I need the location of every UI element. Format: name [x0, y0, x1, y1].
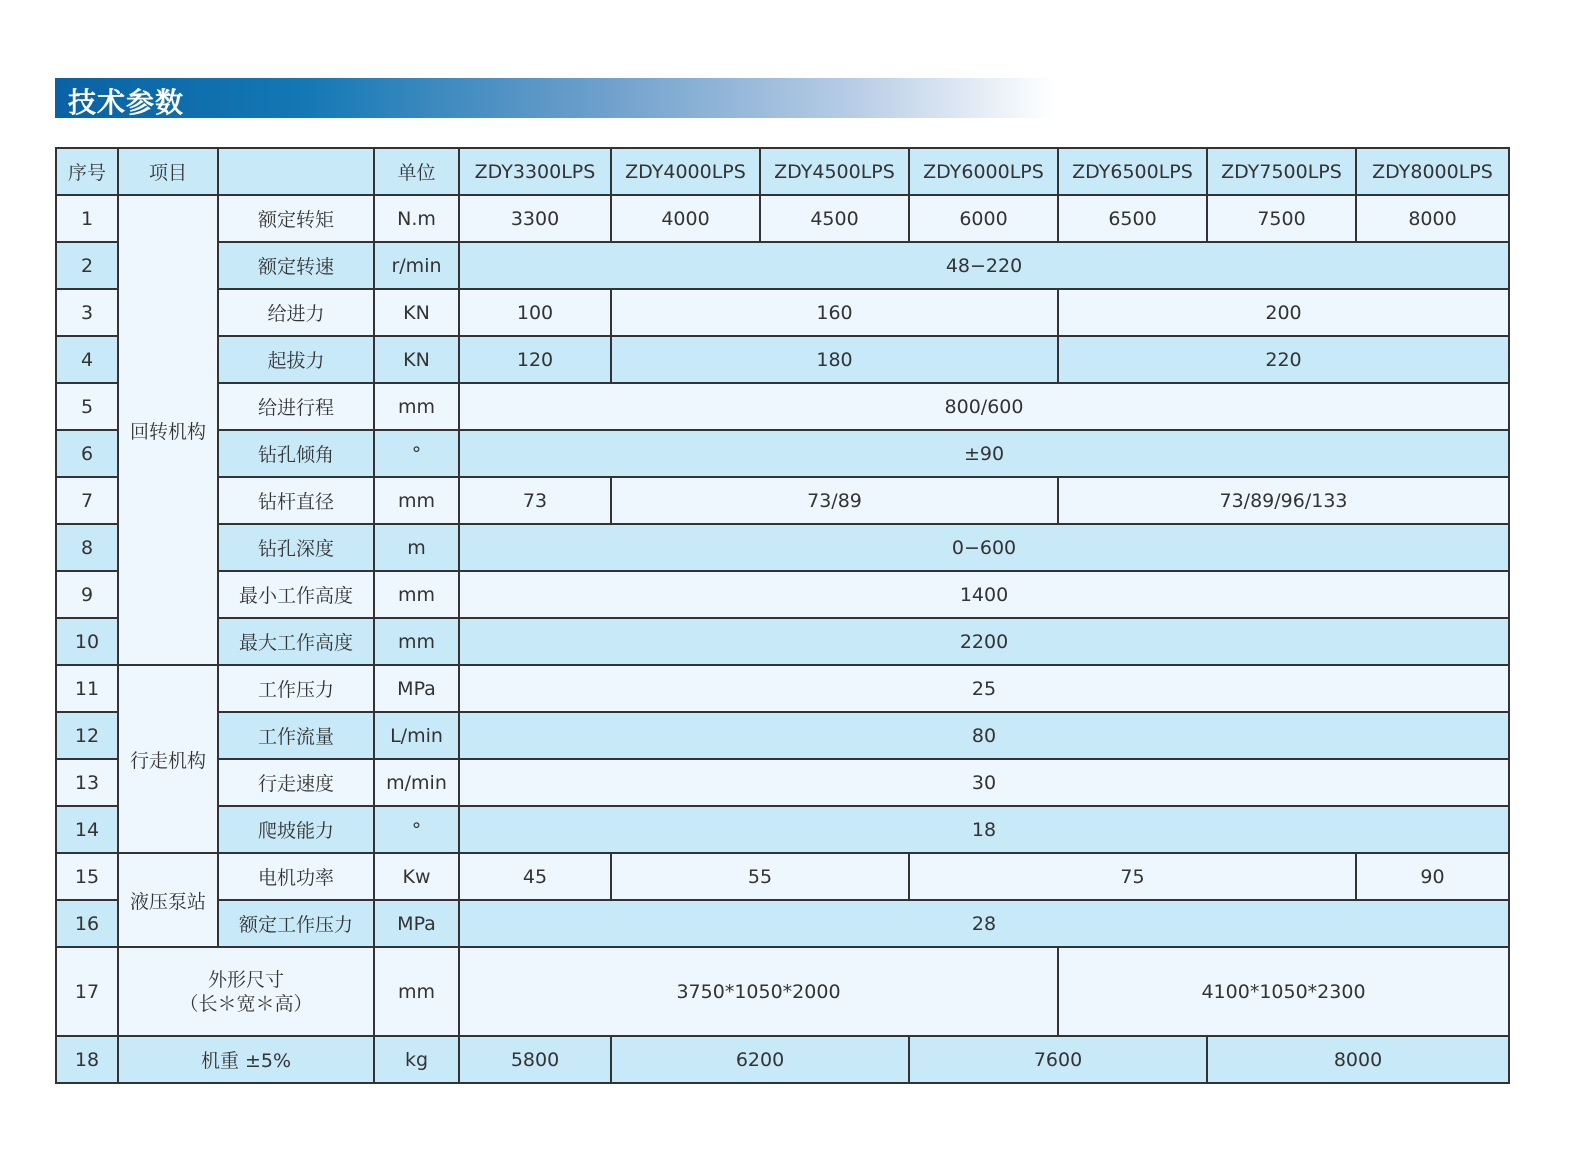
value-cell: 100	[459, 289, 611, 336]
item-cell: 工作压力	[218, 665, 374, 712]
row-number-cell: 11	[56, 665, 118, 712]
unit-cell: L/min	[374, 712, 459, 759]
table-row	[56, 900, 1509, 947]
header-cell: 单位	[374, 148, 459, 195]
group-cell: 液压泵站	[118, 853, 218, 947]
table-row	[56, 1036, 1509, 1083]
item-cell: 额定转矩	[218, 195, 374, 242]
value-cell: 73/89	[611, 477, 1058, 524]
header-cell: 序号	[56, 148, 118, 195]
row-number-cell: 7	[56, 477, 118, 524]
value-cell: 30	[459, 759, 1509, 806]
table-row	[56, 242, 1509, 289]
value-cell: 2200	[459, 618, 1509, 665]
item-cell: 爬坡能力	[218, 806, 374, 853]
value-cell: 75	[909, 853, 1356, 900]
value-cell: 45	[459, 853, 611, 900]
row-number-cell: 13	[56, 759, 118, 806]
unit-cell: °	[374, 806, 459, 853]
item-cell: 外形尺寸 （长＊宽＊高）	[118, 947, 374, 1036]
unit-cell: kg	[374, 1036, 459, 1083]
item-cell: 钻孔深度	[218, 524, 374, 571]
unit-cell: mm	[374, 571, 459, 618]
table-row	[56, 853, 1509, 900]
value-cell: 48−220	[459, 242, 1509, 289]
value-cell: 4100*1050*2300	[1058, 947, 1509, 1036]
unit-cell: m/min	[374, 759, 459, 806]
unit-cell: m	[374, 524, 459, 571]
unit-cell: mm	[374, 618, 459, 665]
unit-cell: KN	[374, 336, 459, 383]
row-number-cell: 9	[56, 571, 118, 618]
unit-cell: mm	[374, 383, 459, 430]
value-cell: 3750*1050*2000	[459, 947, 1058, 1036]
item-cell: 给进行程	[218, 383, 374, 430]
value-cell: 7500	[1207, 195, 1356, 242]
item-cell: 钻孔倾角	[218, 430, 374, 477]
table-row	[56, 618, 1509, 665]
value-cell: 200	[1058, 289, 1509, 336]
value-cell: 3300	[459, 195, 611, 242]
value-cell: 6200	[611, 1036, 909, 1083]
value-cell: 220	[1058, 336, 1509, 383]
value-cell: 4000	[611, 195, 760, 242]
table-row	[56, 759, 1509, 806]
section-title-bar	[55, 78, 1055, 118]
item-cell: 额定工作压力	[218, 900, 374, 947]
table-row	[56, 336, 1509, 383]
value-cell: 1400	[459, 571, 1509, 618]
value-cell: 28	[459, 900, 1509, 947]
section-title: 技术参数	[68, 86, 185, 119]
row-number-cell: 10	[56, 618, 118, 665]
spec-table	[55, 147, 1510, 1084]
value-cell: 0−600	[459, 524, 1509, 571]
unit-cell: KN	[374, 289, 459, 336]
value-cell: 80	[459, 712, 1509, 759]
value-cell: 160	[611, 289, 1058, 336]
header-cell: ZDY8000LPS	[1356, 148, 1509, 195]
item-cell: 最大工作高度	[218, 618, 374, 665]
row-number-cell: 4	[56, 336, 118, 383]
value-cell: ±90	[459, 430, 1509, 477]
row-number-cell: 17	[56, 947, 118, 1036]
table-row	[56, 477, 1509, 524]
header-cell: ZDY7500LPS	[1207, 148, 1356, 195]
unit-cell: mm	[374, 947, 459, 1036]
header-cell: ZDY4500LPS	[760, 148, 909, 195]
group-cell: 行走机构	[118, 665, 218, 853]
value-cell: 25	[459, 665, 1509, 712]
row-number-cell: 15	[56, 853, 118, 900]
value-cell: 800/600	[459, 383, 1509, 430]
value-cell: 120	[459, 336, 611, 383]
table-row	[56, 383, 1509, 430]
value-cell: 4500	[760, 195, 909, 242]
value-cell: 90	[1356, 853, 1509, 900]
row-number-cell: 12	[56, 712, 118, 759]
item-cell: 钻杆直径	[218, 477, 374, 524]
table-row	[56, 712, 1509, 759]
row-number-cell: 6	[56, 430, 118, 477]
group-cell: 回转机构	[118, 195, 218, 665]
value-cell: 55	[611, 853, 909, 900]
value-cell: 180	[611, 336, 1058, 383]
header-cell: ZDY6000LPS	[909, 148, 1058, 195]
table-row	[56, 430, 1509, 477]
value-cell: 73	[459, 477, 611, 524]
row-number-cell: 1	[56, 195, 118, 242]
item-cell: 电机功率	[218, 853, 374, 900]
table-row	[56, 195, 1509, 242]
row-number-cell: 8	[56, 524, 118, 571]
row-number-cell: 18	[56, 1036, 118, 1083]
unit-cell: r/min	[374, 242, 459, 289]
unit-cell: Kw	[374, 853, 459, 900]
item-cell: 最小工作高度	[218, 571, 374, 618]
table-row	[56, 947, 1509, 1036]
table-row	[56, 665, 1509, 712]
row-number-cell: 3	[56, 289, 118, 336]
value-cell: 8000	[1356, 195, 1509, 242]
item-cell: 给进力	[218, 289, 374, 336]
header-cell: ZDY3300LPS	[459, 148, 611, 195]
table-row	[56, 571, 1509, 618]
value-cell: 7600	[909, 1036, 1207, 1083]
unit-cell: °	[374, 430, 459, 477]
table-row	[56, 806, 1509, 853]
table-row	[56, 289, 1509, 336]
item-cell: 机重 ±5%	[118, 1036, 374, 1083]
row-number-cell: 16	[56, 900, 118, 947]
item-cell: 工作流量	[218, 712, 374, 759]
header-cell	[218, 148, 374, 195]
unit-cell: MPa	[374, 665, 459, 712]
unit-cell: MPa	[374, 900, 459, 947]
header-cell: ZDY6500LPS	[1058, 148, 1207, 195]
table-header-row	[56, 148, 1509, 195]
value-cell: 18	[459, 806, 1509, 853]
item-cell: 额定转速	[218, 242, 374, 289]
row-number-cell: 2	[56, 242, 118, 289]
unit-cell: mm	[374, 477, 459, 524]
header-cell: 项目	[118, 148, 218, 195]
table-row	[56, 524, 1509, 571]
item-cell: 行走速度	[218, 759, 374, 806]
value-cell: 6000	[909, 195, 1058, 242]
header-cell: ZDY4000LPS	[611, 148, 760, 195]
value-cell: 6500	[1058, 195, 1207, 242]
value-cell: 73/89/96/133	[1058, 477, 1509, 524]
row-number-cell: 14	[56, 806, 118, 853]
unit-cell: N.m	[374, 195, 459, 242]
value-cell: 5800	[459, 1036, 611, 1083]
row-number-cell: 5	[56, 383, 118, 430]
item-cell: 起拔力	[218, 336, 374, 383]
value-cell: 8000	[1207, 1036, 1509, 1083]
